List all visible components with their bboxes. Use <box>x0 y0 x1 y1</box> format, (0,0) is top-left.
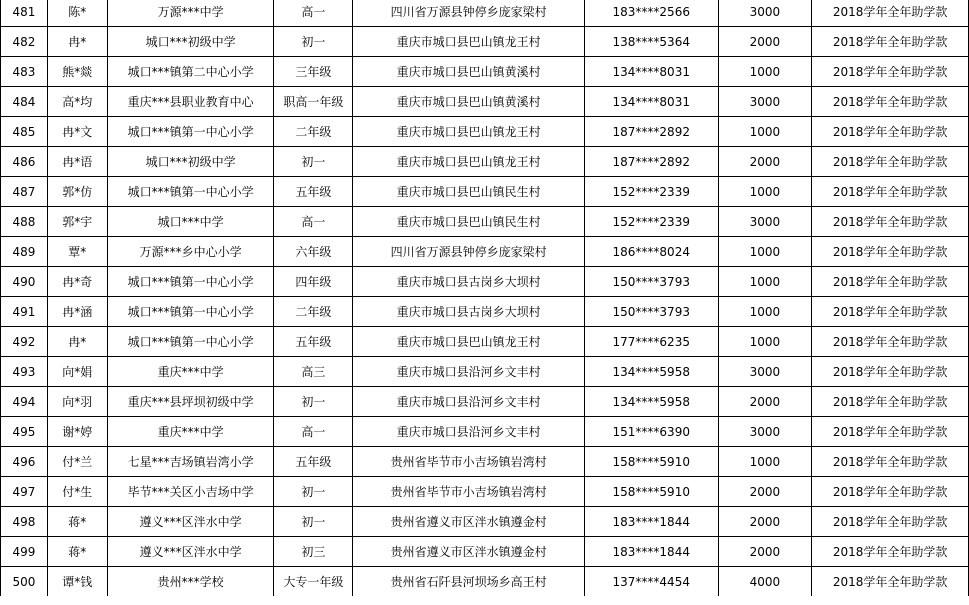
cell-aid-type: 2018学年全年助学款 <box>812 57 969 87</box>
cell-address: 贵州省石阡县河坝场乡高王村 <box>353 567 585 597</box>
cell-school: 城口***镇第一中心小学 <box>107 267 274 297</box>
table-row <box>1 57 969 87</box>
cell-number: 492 <box>1 327 48 357</box>
cell-name: 谢*婷 <box>47 417 107 447</box>
cell-grade: 六年级 <box>274 237 353 267</box>
cell-phone: 187****2892 <box>584 117 718 147</box>
cell-aid-type: 2018学年全年助学款 <box>812 27 969 57</box>
table-row <box>1 567 969 597</box>
cell-amount: 2000 <box>718 477 812 507</box>
cell-grade: 五年级 <box>274 447 353 477</box>
cell-school: 重庆***中学 <box>107 417 274 447</box>
cell-aid-type: 2018学年全年助学款 <box>812 327 969 357</box>
cell-grade: 初一 <box>274 507 353 537</box>
cell-school: 城口***镇第一中心小学 <box>107 177 274 207</box>
cell-phone: 186****8024 <box>584 237 718 267</box>
cell-address: 贵州省毕节市小吉场镇岩湾村 <box>353 447 585 477</box>
cell-phone: 183****2566 <box>584 0 718 27</box>
cell-amount: 1000 <box>718 237 812 267</box>
cell-phone: 150****3793 <box>584 267 718 297</box>
cell-grade: 高三 <box>274 357 353 387</box>
cell-address: 四川省万源县钟停乡庞家梁村 <box>353 237 585 267</box>
cell-aid-type: 2018学年全年助学款 <box>812 357 969 387</box>
cell-address: 重庆市城口县巴山镇黄溪村 <box>353 57 585 87</box>
cell-name: 向*娟 <box>47 357 107 387</box>
cell-number: 493 <box>1 357 48 387</box>
cell-number: 485 <box>1 117 48 147</box>
cell-amount: 1000 <box>718 267 812 297</box>
cell-grade: 大专一年级 <box>274 567 353 597</box>
cell-phone: 152****2339 <box>584 177 718 207</box>
cell-aid-type: 2018学年全年助学款 <box>812 87 969 117</box>
cell-address: 重庆市城口县沿河乡文丰村 <box>353 387 585 417</box>
cell-name: 冉*奇 <box>47 267 107 297</box>
table-row <box>1 177 969 207</box>
cell-grade: 四年级 <box>274 267 353 297</box>
cell-school: 城口***镇第一中心小学 <box>107 117 274 147</box>
table-row <box>1 117 969 147</box>
cell-number: 499 <box>1 537 48 567</box>
cell-address: 重庆市城口县巴山镇民生村 <box>353 177 585 207</box>
table-row <box>1 237 969 267</box>
cell-grade: 高一 <box>274 417 353 447</box>
cell-number: 498 <box>1 507 48 537</box>
cell-phone: 158****5910 <box>584 447 718 477</box>
cell-grade: 三年级 <box>274 57 353 87</box>
cell-number: 489 <box>1 237 48 267</box>
cell-grade: 职高一年级 <box>274 87 353 117</box>
cell-school: 城口***镇第二中心小学 <box>107 57 274 87</box>
cell-amount: 1000 <box>718 447 812 477</box>
cell-address: 贵州省遵义市区泮水镇遵金村 <box>353 507 585 537</box>
cell-school: 万源***乡中心小学 <box>107 237 274 267</box>
cell-aid-type: 2018学年全年助学款 <box>812 177 969 207</box>
cell-phone: 134****5958 <box>584 357 718 387</box>
cell-name: 高*均 <box>47 87 107 117</box>
cell-name: 冉*涵 <box>47 297 107 327</box>
cell-school: 城口***中学 <box>107 207 274 237</box>
cell-amount: 2000 <box>718 537 812 567</box>
table-row <box>1 357 969 387</box>
cell-name: 冉*语 <box>47 147 107 177</box>
table-row <box>1 387 969 417</box>
table-row <box>1 327 969 357</box>
cell-school: 重庆***县职业教育中心 <box>107 87 274 117</box>
cell-aid-type: 2018学年全年助学款 <box>812 507 969 537</box>
cell-number: 496 <box>1 447 48 477</box>
cell-address: 重庆市城口县巴山镇龙王村 <box>353 147 585 177</box>
cell-aid-type: 2018学年全年助学款 <box>812 387 969 417</box>
cell-name: 冉* <box>47 27 107 57</box>
cell-amount: 3000 <box>718 207 812 237</box>
cell-number: 494 <box>1 387 48 417</box>
cell-number: 482 <box>1 27 48 57</box>
cell-aid-type: 2018学年全年助学款 <box>812 147 969 177</box>
cell-school: 万源***中学 <box>107 0 274 27</box>
cell-school: 城口***镇第一中心小学 <box>107 297 274 327</box>
cell-aid-type: 2018学年全年助学款 <box>812 477 969 507</box>
cell-amount: 3000 <box>718 357 812 387</box>
cell-phone: 183****1844 <box>584 537 718 567</box>
cell-amount: 3000 <box>718 87 812 117</box>
cell-number: 486 <box>1 147 48 177</box>
cell-name: 蒋* <box>47 537 107 567</box>
cell-number: 483 <box>1 57 48 87</box>
cell-aid-type: 2018学年全年助学款 <box>812 447 969 477</box>
cell-phone: 151****6390 <box>584 417 718 447</box>
cell-name: 陈* <box>47 0 107 27</box>
cell-amount: 2000 <box>718 147 812 177</box>
cell-aid-type: 2018学年全年助学款 <box>812 297 969 327</box>
cell-name: 覃* <box>47 237 107 267</box>
cell-school: 城口***镇第一中心小学 <box>107 327 274 357</box>
cell-number: 495 <box>1 417 48 447</box>
cell-grade: 初一 <box>274 27 353 57</box>
cell-aid-type: 2018学年全年助学款 <box>812 417 969 447</box>
cell-amount: 1000 <box>718 297 812 327</box>
cell-amount: 2000 <box>718 387 812 417</box>
cell-grade: 五年级 <box>274 177 353 207</box>
cell-name: 付*生 <box>47 477 107 507</box>
cell-amount: 2000 <box>718 507 812 537</box>
cell-grade: 初一 <box>274 387 353 417</box>
cell-name: 郭*宇 <box>47 207 107 237</box>
cell-grade: 初三 <box>274 537 353 567</box>
table-row <box>1 447 969 477</box>
cell-address: 重庆市城口县巴山镇黄溪村 <box>353 87 585 117</box>
cell-amount: 1000 <box>718 327 812 357</box>
cell-school: 毕节***关区小吉场中学 <box>107 477 274 507</box>
table-row <box>1 27 969 57</box>
table-row <box>1 87 969 117</box>
table-row <box>1 507 969 537</box>
cell-address: 重庆市城口县沿河乡文丰村 <box>353 417 585 447</box>
table-row <box>1 267 969 297</box>
cell-phone: 158****5910 <box>584 477 718 507</box>
cell-address: 重庆市城口县巴山镇龙王村 <box>353 27 585 57</box>
cell-address: 重庆市城口县巴山镇龙王村 <box>353 327 585 357</box>
cell-phone: 134****8031 <box>584 87 718 117</box>
cell-aid-type: 2018学年全年助学款 <box>812 267 969 297</box>
cell-amount: 2000 <box>718 27 812 57</box>
cell-amount: 3000 <box>718 0 812 27</box>
cell-amount: 4000 <box>718 567 812 597</box>
cell-address: 四川省万源县钟停乡庞家梁村 <box>353 0 585 27</box>
cell-school: 七星***吉场镇岩湾小学 <box>107 447 274 477</box>
cell-address: 贵州省毕节市小吉场镇岩湾村 <box>353 477 585 507</box>
table-row <box>1 417 969 447</box>
cell-number: 481 <box>1 0 48 27</box>
cell-amount: 1000 <box>718 177 812 207</box>
cell-name: 郭*仿 <box>47 177 107 207</box>
cell-name: 熊*燚 <box>47 57 107 87</box>
cell-aid-type: 2018学年全年助学款 <box>812 117 969 147</box>
cell-grade: 初一 <box>274 477 353 507</box>
cell-number: 497 <box>1 477 48 507</box>
cell-aid-type: 2018学年全年助学款 <box>812 207 969 237</box>
cell-name: 谭*钱 <box>47 567 107 597</box>
cell-name: 冉* <box>47 327 107 357</box>
cell-number: 500 <box>1 567 48 597</box>
cell-phone: 177****6235 <box>584 327 718 357</box>
cell-phone: 152****2339 <box>584 207 718 237</box>
cell-phone: 183****1844 <box>584 507 718 537</box>
cell-name: 蒋* <box>47 507 107 537</box>
table-body <box>1 0 969 596</box>
cell-amount: 1000 <box>718 57 812 87</box>
cell-number: 490 <box>1 267 48 297</box>
cell-amount: 3000 <box>718 417 812 447</box>
cell-school: 贵州***学校 <box>107 567 274 597</box>
cell-phone: 137****4454 <box>584 567 718 597</box>
cell-amount: 1000 <box>718 117 812 147</box>
cell-name: 付*兰 <box>47 447 107 477</box>
cell-grade: 高一 <box>274 0 353 27</box>
cell-number: 484 <box>1 87 48 117</box>
cell-address: 重庆市城口县巴山镇龙王村 <box>353 117 585 147</box>
cell-number: 488 <box>1 207 48 237</box>
cell-number: 491 <box>1 297 48 327</box>
cell-number: 487 <box>1 177 48 207</box>
cell-school: 重庆***县坪坝初级中学 <box>107 387 274 417</box>
cell-grade: 二年级 <box>274 117 353 147</box>
cell-grade: 初一 <box>274 147 353 177</box>
cell-phone: 134****8031 <box>584 57 718 87</box>
cell-address: 贵州省遵义市区泮水镇遵金村 <box>353 537 585 567</box>
cell-aid-type: 2018学年全年助学款 <box>812 237 969 267</box>
cell-grade: 高一 <box>274 207 353 237</box>
cell-address: 重庆市城口县古岗乡大坝村 <box>353 267 585 297</box>
cell-school: 城口***初级中学 <box>107 147 274 177</box>
cell-grade: 五年级 <box>274 327 353 357</box>
table-row <box>1 207 969 237</box>
cell-school: 遵义***区泮水中学 <box>107 537 274 567</box>
cell-school: 遵义***区泮水中学 <box>107 507 274 537</box>
cell-aid-type: 2018学年全年助学款 <box>812 0 969 27</box>
cell-name: 向*羽 <box>47 387 107 417</box>
cell-school: 城口***初级中学 <box>107 27 274 57</box>
table-row <box>1 0 969 27</box>
cell-address: 重庆市城口县沿河乡文丰村 <box>353 357 585 387</box>
table-row <box>1 147 969 177</box>
cell-phone: 187****2892 <box>584 147 718 177</box>
cell-name: 冉*文 <box>47 117 107 147</box>
table-row <box>1 477 969 507</box>
cell-aid-type: 2018学年全年助学款 <box>812 567 969 597</box>
cell-phone: 150****3793 <box>584 297 718 327</box>
table-row <box>1 537 969 567</box>
cell-grade: 二年级 <box>274 297 353 327</box>
cell-aid-type: 2018学年全年助学款 <box>812 537 969 567</box>
cell-address: 重庆市城口县巴山镇民生村 <box>353 207 585 237</box>
cell-address: 重庆市城口县古岗乡大坝村 <box>353 297 585 327</box>
table-row <box>1 297 969 327</box>
cell-school: 重庆***中学 <box>107 357 274 387</box>
cell-phone: 134****5958 <box>584 387 718 417</box>
cell-phone: 138****5364 <box>584 27 718 57</box>
